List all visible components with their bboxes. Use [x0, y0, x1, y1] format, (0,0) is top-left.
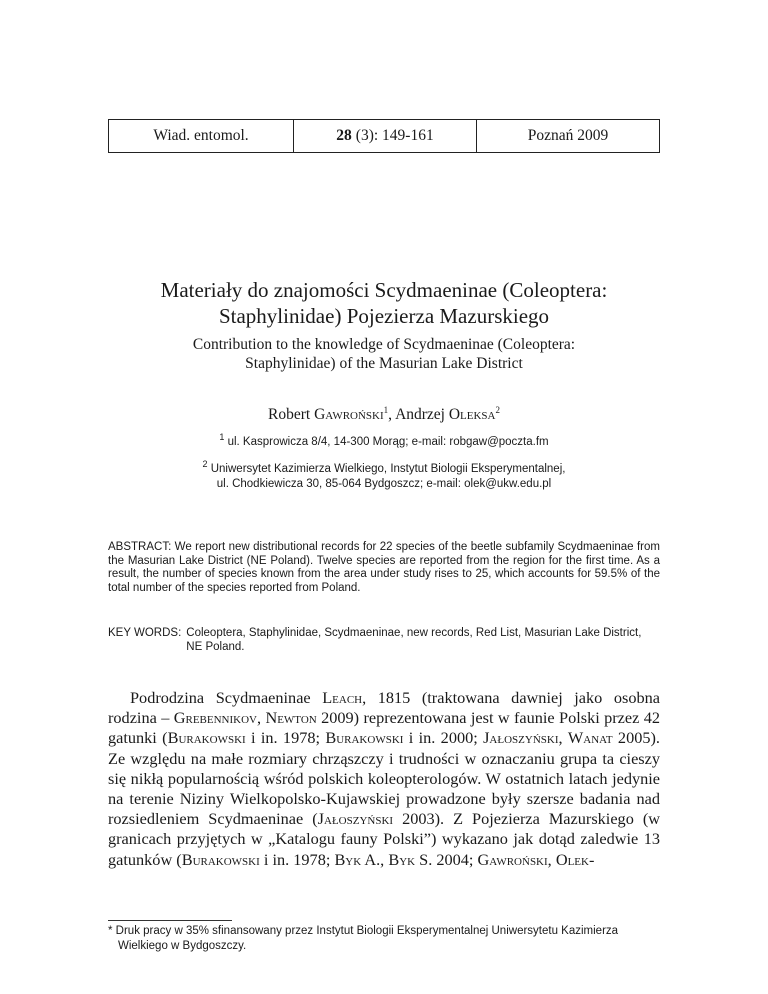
cited-author: Wanat: [567, 728, 613, 748]
cited-author: Burakowski: [181, 849, 260, 869]
cited-author: Newton: [265, 708, 317, 728]
affiliation-1-num: 1: [219, 432, 225, 443]
cited-author: Olek-: [555, 849, 595, 869]
affiliation-1-text: ul. Kasprowicza 8/4, 14-300 Morąg; e-mail: robgaw@poczta.fm: [227, 436, 549, 448]
author-2-sup: 2: [495, 404, 500, 415]
keywords-label: KEY WORDS:: [108, 627, 182, 639]
affiliation-1: [108, 432, 660, 450]
cited-author: Grebennikov: [173, 708, 257, 728]
keywords-text: Coleoptera, Staphylinidae, Scydmaeninae, new records, Red List, Masurian Lake District, NE Poland.: [186, 627, 642, 653]
cited-author: Byk: [334, 849, 362, 869]
abstract: ABSTRACT: We report new distributional records for 22 species of the beetle subfamily Scydmaeninae from the Masurian Lake District (NE Poland). Twelve species are reported from the region for the first time. As a result, the number of species known from the area under study rises to 25, which accounts for 59.5% of the total number of the species reported from Poland.: [108, 541, 660, 594]
english-title-line-1: Contribution to the knowledge of Scydmaeninae (Coleoptera:: [192, 336, 576, 353]
english-title: [108, 335, 660, 373]
issue-pages: (3): 149-161: [355, 127, 434, 144]
affiliation-2-num: 2: [202, 459, 208, 470]
affiliation-2-line-1: Uniwersytet Kazimierza Wielkiego, Instytut Biologii Eksperymentalnej,: [210, 463, 566, 475]
author-1-last: Gawroński: [314, 406, 384, 423]
journal-name: Wiad. entomol.: [109, 120, 294, 152]
title-line-2: Staphylinidae) Pojezierza Mazurskiego: [218, 304, 550, 328]
title-line-1: Materiały do znajomości Scydmaeninae (Coleoptera:: [160, 278, 608, 302]
footnote-rule: [108, 920, 232, 921]
authors: [108, 406, 660, 424]
author-separator: ,: [388, 406, 393, 423]
english-title-line-2: Staphylinidae) of the Masurian Lake District: [245, 355, 523, 372]
cited-author: Burakowski: [167, 728, 246, 748]
cited-author: Byk: [388, 849, 416, 869]
place-year: Poznań 2009: [527, 127, 609, 144]
journal-header-box: [108, 119, 660, 153]
cited-author: Jałoszyński: [317, 809, 394, 829]
volume-number: 28: [336, 127, 352, 144]
cited-author: Gawroński: [477, 849, 548, 869]
author-2-last: Oleksa: [448, 406, 496, 423]
cited-author: Jałoszyński: [483, 728, 559, 748]
author-1-sup: 1: [383, 404, 389, 415]
body-paragraph: Podrodzina Scydmaeninae Leach, 1815 (traktowana dawniej jako osobna rodzina – Grebennikov, Newton 2009) reprezentowana jest w faunie Polski przez 42 gatunki (Burakowski i in. 1978; Burakowski i in. 2000; Jałoszyński, Wanat 2005). Ze względu na małe rozmiary chrząszczy i trudności w oznaczaniu grupa ta cieszy się nikłą popularnością wśród polskich koleopterologów. W ostatnich latach jedynie na terenie Niziny Wielkopolsko-Kujawskiej prowadzone były szersze badania nad rozsiedleniem Scydmaeninae (Jałoszyński 2003). Z Pojezierza Mazurskiego (w granicach przyjętych w „Katalogu fauny Polski”) wykazano jak dotąd zaledwie 13 gatunków (Burakowski i in. 1978; Byk A., Byk S. 2004; Gawroński, Olek-: [108, 688, 661, 869]
author-2-first: Andrzej: [395, 406, 445, 423]
cited-author: Leach: [322, 688, 363, 707]
volume-issue: [294, 120, 477, 152]
keywords: [108, 627, 660, 654]
paper-title: [108, 277, 660, 329]
footnote: * Druk pracy w 35% sfinansowany przez Instytut Biologii Eksperymentalnej Uniwersytetu Kazimierza Wielkiego w Bydgoszczy.: [108, 925, 619, 952]
affiliation-2: [108, 459, 660, 492]
author-1-first: Robert: [268, 406, 311, 423]
cited-author: Burakowski: [325, 728, 404, 748]
affiliation-2-line-2: ul. Chodkiewicza 30, 85-064 Bydgoszcz; e-mail: olek@ukw.edu.pl: [216, 478, 552, 490]
